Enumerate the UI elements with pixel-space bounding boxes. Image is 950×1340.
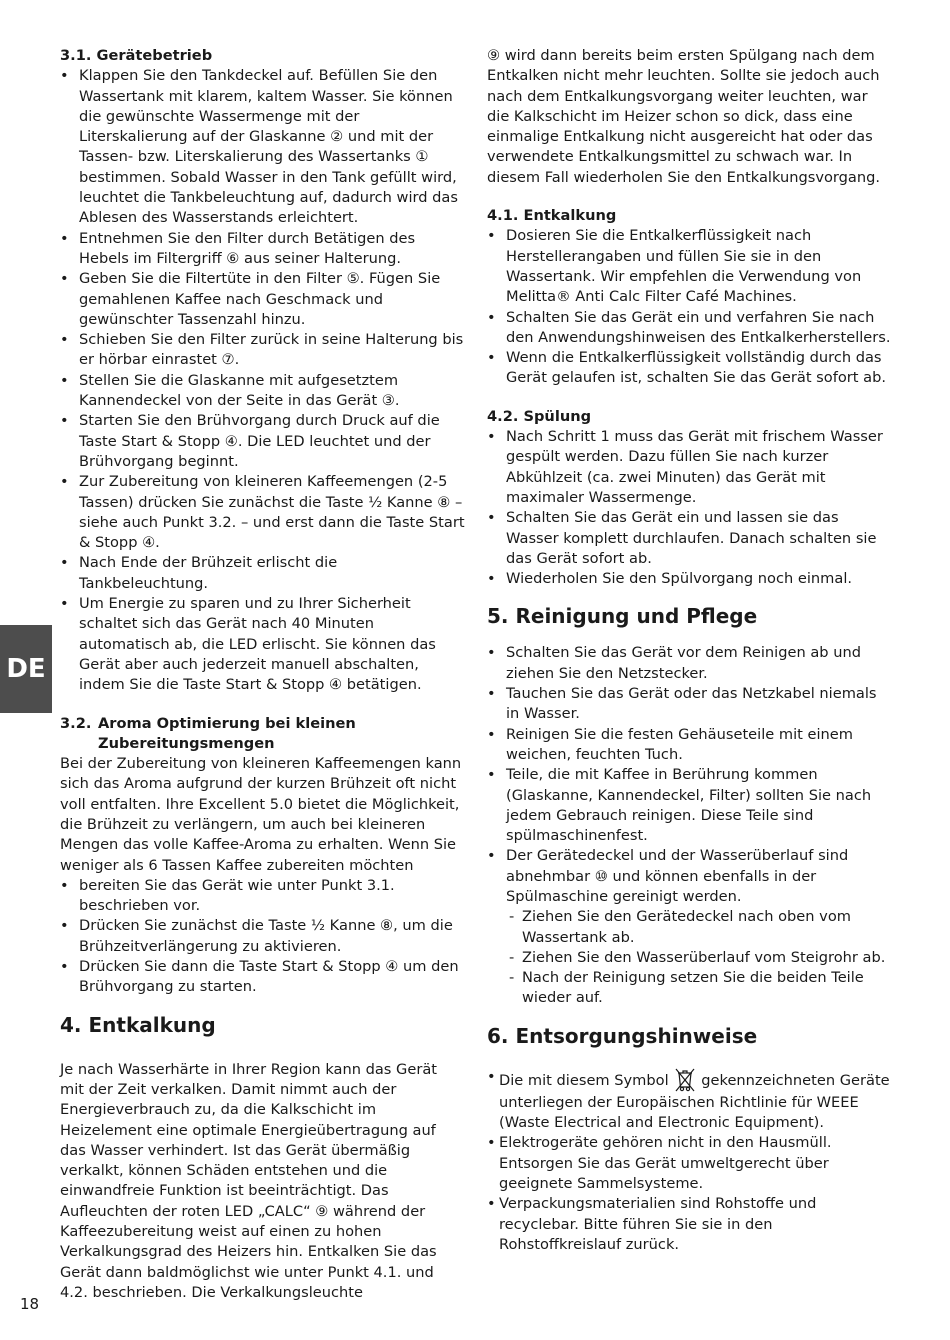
- section-4-1-heading: 4.1. Entkalkung: [487, 207, 617, 225]
- list-item: - Nach der Reinigung setzen Sie die beiden Teile wieder auf.: [487, 968, 892, 1009]
- crossed-out-wheelie-bin-icon: [673, 1067, 697, 1093]
- weee-text-after: gekennzeichneten Geräte unterliegen der Europäischen Richtlinie für WEEE (Waste Electrical and Electronic Equipment).: [499, 1071, 890, 1132]
- list-item: • Drücken Sie dann die Taste Start & Stopp ④ um den Brühvorgang zu starten.: [60, 957, 465, 998]
- list-item: [487, 1067, 892, 1134]
- list-item: • Wiederholen Sie den Spülvorgang noch einmal.: [487, 569, 892, 589]
- list-item: • Wenn die Entkalkerflüssigkeit vollständig durch das Gerät gelaufen ist, schalten Sie das Gerät sofort ab.: [487, 348, 892, 389]
- section-5-list: [487, 643, 892, 907]
- left-column: [60, 46, 465, 1303]
- list-item: • Schalten Sie das Gerät ein und lassen sie das Wasser komplett durchlaufen. Danach schalten sie das Gerät sofort ab.: [487, 508, 892, 569]
- language-tab-label: DE: [6, 654, 46, 684]
- list-item: • Reinigen Sie die festen Gehäuseteile mit einem weichen, feuchten Tuch.: [487, 725, 892, 766]
- list-item: • Nach Ende der Brühzeit erlischt die Tankbeleuchtung.: [60, 553, 465, 594]
- page-number: 18: [20, 1295, 40, 1313]
- section-4-heading: 4. Entkalkung: [60, 1012, 216, 1037]
- list-item: - Ziehen Sie den Wasserüberlauf vom Steigrohr ab.: [487, 948, 892, 968]
- list-item: • Stellen Sie die Glaskanne mit aufgesetztem Kannendeckel von der Seite in das Gerät ③.: [60, 371, 465, 412]
- section-3-2-heading: [60, 714, 465, 755]
- list-item: • Schalten Sie das Gerät ein und verfahren Sie nach den Anwendungshinweisen des Entkalkerherstellers.: [487, 308, 892, 349]
- section-5-heading: 5. Reinigung und Pflege: [487, 604, 758, 629]
- section-4-2-heading: 4.2. Spülung: [487, 407, 592, 425]
- section-5-sublist: [487, 907, 892, 1008]
- list-item: • Nach Schritt 1 muss das Gerät mit frischem Wasser gespült werden. Dazu füllen Sie nach kurzer Abkühlzeit (ca. zwei Minuten) das Gerät mit maximaler Wassermenge.: [487, 427, 892, 508]
- language-tab: [0, 625, 52, 713]
- list-item: • Der Gerätedeckel und der Wasserüberlauf sind abnehmbar ⑩ und können ebenfalls in der Spülmaschine gereinigt werden.: [487, 846, 892, 907]
- section-3-2-paragraph: Bei der Zubereitung von kleineren Kaffeemengen kann sich das Aroma aufgrund der kurzen Brühzeit oft nicht voll entfalten. Ihre Excellent 5.0 bietet die Möglichkeit, die Brühzeit zu verlängern, um auch bei kleineren Mengen das volle Kaffee-Aroma zu erhalten. Wenn Sie weniger als 6 Tassen Kaffee zubereiten möchten: [60, 755, 462, 874]
- section-4-paragraph: Je nach Wasserhärte in Ihrer Region kann das Gerät mit der Zeit verkalken. Damit nimmt auch der Energieverbrauch zu, da die Kalkschicht im Heizelement eine optimale Energieübertragung auf das Wasser verhindert. Ist das Gerät übermäßig verkalkt, können Schäden entstehen und die einwandfreie Funktion ist beeinträchtigt. Das Aufleuchten der roten LED „CALC“ ⑨ während der Kaffeezubereitung weist auf einen zu hohen Verkalkungsgrad des Heizers hin. Entkalken Sie das Gerät dann baldmöglichst wie unter Punkt 4.1. und 4.2. beschrieben. Die Verkalkungsleuchte: [60, 1060, 437, 1301]
- list-item: • Schalten Sie das Gerät vor dem Reinigen ab und ziehen Sie den Netzstecker.: [487, 643, 892, 684]
- section-3-1-heading: 3.1. Gerätebetrieb: [60, 47, 213, 64]
- list-item: • Entnehmen Sie den Filter durch Betätigen des Hebels im Filtergriff ⑥ aus seiner Halterung.: [60, 229, 465, 270]
- section-4-1-list: [487, 226, 892, 388]
- list-item: • Tauchen Sie das Gerät oder das Netzkabel niemals in Wasser.: [487, 684, 892, 725]
- list-item: • Schieben Sie den Filter zurück in seine Halterung bis er hörbar einrastet ⑦.: [60, 330, 465, 371]
- list-item: • Drücken Sie zunächst die Taste ½ Kanne ⑧, um die Brühzeitverlängerung zu aktivieren.: [60, 916, 465, 957]
- list-item: • Um Energie zu sparen und zu Ihrer Sicherheit schaltet sich das Gerät nach 40 Minuten automatisch ab, die LED erlischt. Sie können das Gerät aber auch jederzeit manuell abschalten, indem Sie die Taste Start & Stopp ④ betätigen.: [60, 594, 465, 695]
- list-item: • Zur Zubereitung von kleineren Kaffeemengen (2-5 Tassen) drücken Sie zunächst die Taste ½ Kanne ⑧ – siehe auch Punkt 3.2. – und erst dann die Taste Start & Stopp ④.: [60, 472, 465, 553]
- section-4-continuation: ⑨ wird dann bereits beim ersten Spülgang nach dem Entkalken nicht mehr leuchten. Sollte sie jedoch auch nach dem Entkalkungsvorgang weiter leuchten, war die Kalkschicht im Heizer schon so dick, dass eine einmalige Entkalkung nicht ausgereicht hat oder das verwendete Entkalkungsmittel zu schwach war. In diesem Fall wiederholen Sie den Entkalkungsvorgang.: [487, 47, 881, 186]
- section-6-heading: 6. Entsorgungshinweise: [487, 1023, 758, 1048]
- list-item: • Teile, die mit Kaffee in Berührung kommen (Glaskanne, Kannendeckel, Filter) sollten Sie nach jedem Gebrauch reinigen. Diese Teile sind spülmaschinenfest.: [487, 765, 892, 846]
- section-3-2-number: 3.2.: [60, 714, 92, 732]
- list-item: • Verpackungsmaterialien sind Rohstoffe und recyclebar. Bitte führen Sie sie in den Rohstoffkreislauf zurück.: [487, 1194, 892, 1255]
- section-6-list: [487, 1067, 892, 1255]
- list-item: • Elektrogeräte gehören nicht in den Hausmüll. Entsorgen Sie das Gerät umweltgerecht über geeignete Sammelsysteme.: [487, 1133, 892, 1194]
- list-item: • Geben Sie die Filtertüte in den Filter ⑤. Fügen Sie gemahlenen Kaffee nach Geschmack und gewünschter Tassenzahl hinzu.: [60, 269, 465, 330]
- section-4-2-list: [487, 427, 892, 589]
- list-item: - Ziehen Sie den Gerätedeckel nach oben vom Wassertank ab.: [487, 907, 892, 948]
- weee-text-before: Die mit diesem Symbol: [499, 1071, 669, 1089]
- section-3-2-list: [60, 876, 465, 998]
- section-3-1-list: [60, 66, 465, 695]
- list-item: • bereiten Sie das Gerät wie unter Punkt 3.1. beschrieben vor.: [60, 876, 465, 917]
- right-column: [487, 46, 892, 1255]
- list-item: • Klappen Sie den Tankdeckel auf. Befüllen Sie den Wassertank mit klarem, kaltem Wasser. Sie können die gewünschte Wassermenge mit der Literskalierung auf der Glaskanne ② und mit der Tassen- bzw. Literskalierung des Wassertanks ① bestimmen. Sobald Wasser in den Tank gefüllt wird, leuchtet die Tankbeleuchtung auf, dadurch wird das Ablesen des Wasserstands erleichtert.: [60, 66, 465, 228]
- list-item: • Dosieren Sie die Entkalkerflüssigkeit nach Herstellerangaben und füllen Sie sie in den Wassertank. Wir empfehlen die Verwendung von Melitta® Anti Calc Filter Café Machines.: [487, 226, 892, 307]
- section-3-2-title: Aroma Optimierung bei kleinen Zubereitungsmengen: [98, 714, 356, 752]
- list-item: • Starten Sie den Brühvorgang durch Druck auf die Taste Start & Stopp ④. Die LED leuchtet und der Brühvorgang beginnt.: [60, 411, 465, 472]
